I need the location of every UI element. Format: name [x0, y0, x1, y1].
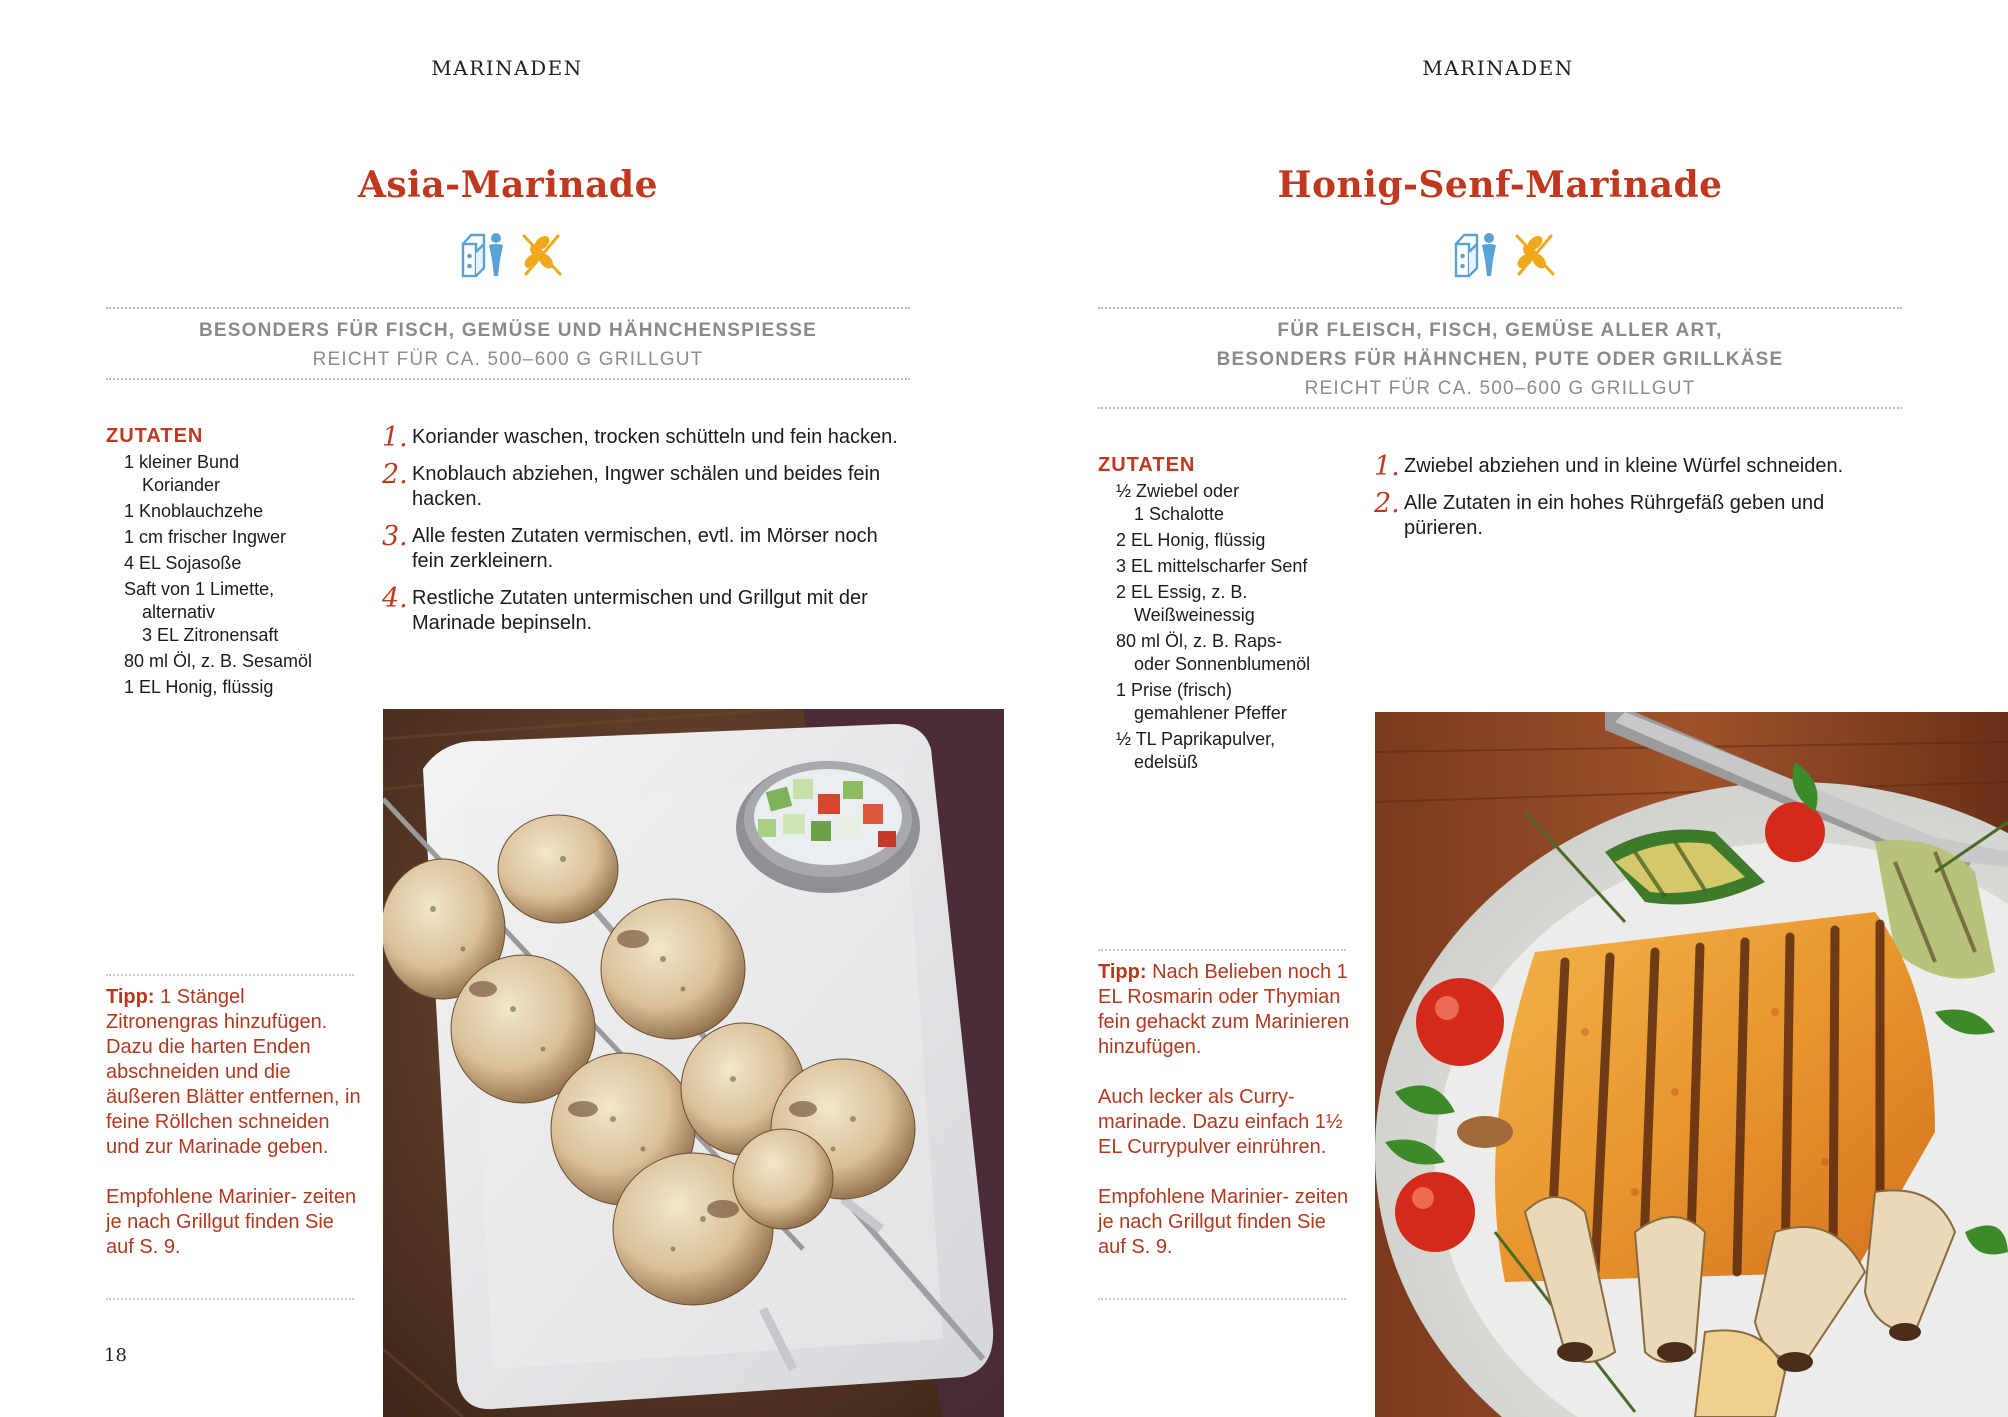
ingredient-item: 1 cm frischer Ingwer: [124, 527, 287, 547]
step-item: 2. Alle Zutaten in ein hohes Rührgefäß geben und pürieren.: [1374, 488, 1825, 539]
ingredient-item: 1 kleiner Bund Koriander: [124, 452, 240, 495]
tip-note: Empfohlene Marinier- zeiten je nach Grillgut finden Sie auf S. 9.: [1098, 1186, 1349, 1258]
gluten-free-icon: [520, 230, 564, 278]
recipe-usage: BESONDERS FÜR HÄHNCHEN, PUTE ODER GRILLKÄSE: [1216, 349, 1784, 370]
ingredient-item: 2 EL Essig, z. B. Weißweinessig: [1116, 582, 1255, 625]
recipe-photo-grilled-cheese: [1375, 712, 2008, 1417]
step-item: 3. Alle festen Zutaten vermischen, evtl. im Mörser noch fein zerkleinern.: [382, 521, 878, 572]
divider: [106, 378, 910, 380]
divider: [1098, 307, 1902, 309]
tip-divider: [1098, 1298, 1346, 1300]
divider: [106, 307, 910, 309]
diet-icons: [1453, 230, 1557, 278]
recipe-title: Honig-Senf-Marinade: [1277, 164, 1723, 206]
tip-box: [106, 985, 362, 1260]
ingredient-item: 3 EL mittelscharfer Senf: [1116, 556, 1308, 576]
ingredient-item: Saft von 1 Limette, alternativ: [124, 579, 275, 622]
ingredient-item: 80 ml Öl, z. B. Sesamöl: [124, 651, 313, 671]
ingredients-list: [1116, 480, 1356, 777]
recipe-yield: REICHT FÜR CA. 500–600 G GRILLGUT: [1304, 378, 1696, 399]
running-head: MARINADEN: [1422, 56, 1574, 80]
page-number: 18: [104, 1345, 127, 1366]
steps-list: [382, 422, 912, 648]
recipe-usage: FÜR FLEISCH, FISCH, GEMÜSE ALLER ART,: [1277, 320, 1723, 341]
ingredient-item: 4 EL Sojasoße: [124, 553, 242, 573]
recipe-usage: BESONDERS FÜR FISCH, GEMÜSE UND HÄHNCHENSPIESSE: [198, 320, 818, 341]
ingredients-list: [124, 451, 364, 702]
tip-box: [1098, 960, 1354, 1260]
tip-divider: [1098, 949, 1346, 951]
ingredient-item: 3 EL Zitronensaft: [142, 625, 279, 645]
gluten-free-icon: [1513, 230, 1557, 278]
step-item: 4. Restliche Zutaten untermischen und Grillgut mit der Marinade bepinseln.: [382, 583, 868, 634]
recipe-photo-chicken-skewers: [383, 709, 1004, 1417]
steps-list: [1374, 451, 1904, 553]
tip-text: Tipp: 1 Stängel Zitronengras hinzufügen. Dazu die harten Enden abschneiden und die äußeren Blätter entfernen, in feine Röllchen schneiden und zur Marinade geben.: [106, 986, 361, 1158]
ingredient-item: 80 ml Öl, z. B. Raps- oder Sonnenblumenöl: [1116, 631, 1311, 674]
recipe-title: Asia-Marinade: [357, 164, 659, 206]
ingredient-item: ½ Zwiebel oder 1 Schalotte: [1116, 481, 1240, 524]
right-page: [1004, 0, 2008, 1417]
step-item: 2. Knoblauch abziehen, Ingwer schälen und beides fein hacken.: [382, 459, 881, 510]
ingredients-heading: ZUTATEN: [1098, 454, 1196, 476]
ingredients-heading: ZUTATEN: [106, 425, 204, 447]
ingredient-item: 1 Prise (frisch) gemahlener Pfeffer: [1116, 680, 1287, 723]
lactose-free-icon: [1453, 230, 1503, 278]
step-item: 1. Koriander waschen, trocken schütteln und fein hacken.: [382, 422, 898, 453]
ingredient-item: 1 EL Honig, flüssig: [124, 677, 274, 697]
tip-text: Tipp: Nach Belieben noch 1 EL Rosmarin oder Thymian fein gehackt zum Marinieren hinzufügen.: [1098, 961, 1350, 1058]
recipe-yield: REICHT FÜR CA. 500–600 G GRILLGUT: [312, 349, 704, 370]
ingredient-item: 2 EL Honig, flüssig: [1116, 530, 1266, 550]
ingredient-item: ½ TL Paprikapulver, edelsüß: [1116, 729, 1276, 772]
ingredient-item: 1 Knoblauchzehe: [124, 501, 264, 521]
lactose-free-icon: [460, 230, 510, 278]
tip-divider: [106, 1298, 354, 1300]
divider: [1098, 407, 1902, 409]
running-head: MARINADEN: [431, 56, 583, 80]
tip-note: Auch lecker als Curry- marinade. Dazu einfach 1½ EL Currypulver einrühren.: [1098, 1086, 1343, 1158]
diet-icons: [460, 230, 564, 278]
step-item: 1. Zwiebel abziehen und in kleine Würfel schneiden.: [1374, 451, 1844, 482]
tip-divider: [106, 974, 354, 976]
tip-note: Empfohlene Marinier- zeiten je nach Grillgut finden Sie auf S. 9.: [106, 1186, 357, 1258]
